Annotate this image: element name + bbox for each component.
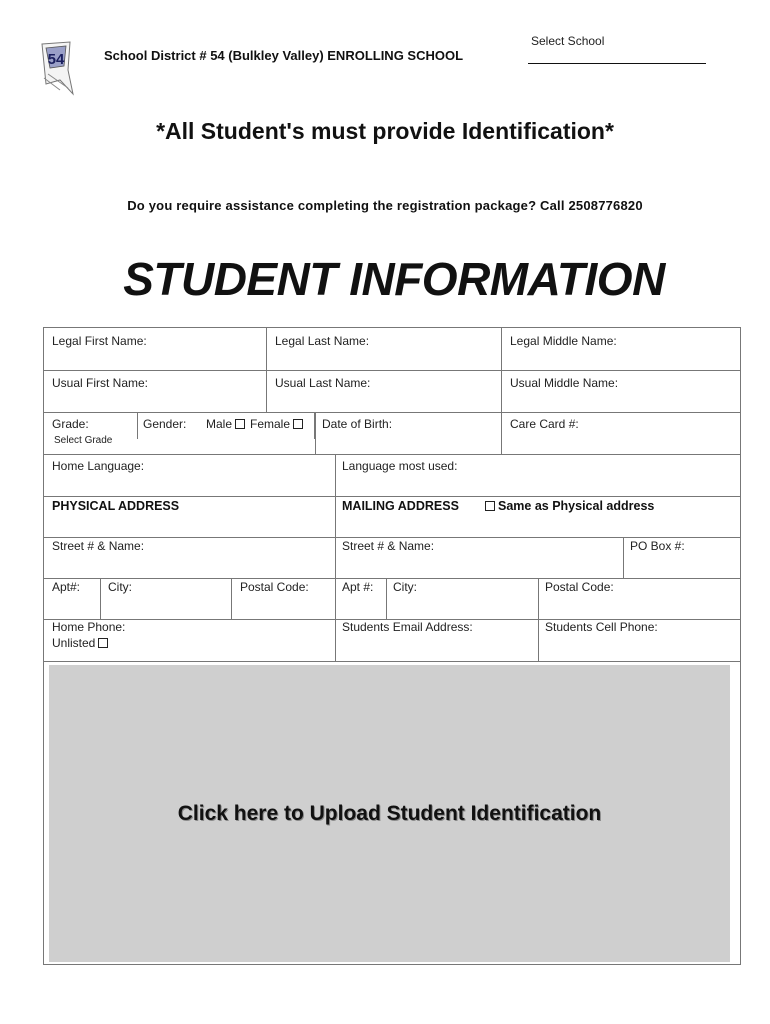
care-card-field[interactable] bbox=[502, 413, 740, 455]
mailing-postal-code-field[interactable] bbox=[539, 579, 740, 620]
page-title: STUDENT INFORMATION bbox=[123, 253, 665, 305]
male-label: Male bbox=[206, 417, 233, 431]
unlisted-option[interactable] bbox=[52, 636, 111, 650]
student-email-label: Students Email Address: bbox=[342, 620, 473, 634]
grade-field[interactable] bbox=[44, 413, 137, 455]
grade-label: Grade: bbox=[52, 417, 89, 431]
care-card-label: Care Card #: bbox=[510, 417, 579, 431]
usual-middle-name-field[interactable] bbox=[502, 371, 740, 413]
mailing-address-heading: MAILING ADDRESS bbox=[342, 499, 459, 513]
unlisted-checkbox[interactable] bbox=[98, 638, 108, 648]
gender-cell-bottom bbox=[137, 413, 315, 455]
mailing-street-name-field[interactable] bbox=[336, 538, 624, 579]
language-used-label: Language most used: bbox=[342, 459, 458, 473]
home-language-field[interactable] bbox=[44, 455, 336, 497]
select-grade-dropdown[interactable]: Select Grade bbox=[54, 435, 113, 446]
mailing-city-field[interactable] bbox=[387, 579, 539, 620]
usual-last-name-label: Usual Last Name: bbox=[275, 376, 371, 390]
date-of-birth-label: Date of Birth: bbox=[322, 417, 393, 431]
legal-middle-name-field[interactable] bbox=[502, 328, 740, 371]
street-name-label: Street # & Name: bbox=[52, 539, 145, 553]
mailing-apt-label: Apt #: bbox=[342, 580, 374, 594]
upload-identification-button[interactable] bbox=[49, 665, 730, 962]
same-as-physical-label: Same as Physical address bbox=[498, 499, 655, 513]
postal-code-label: Postal Code: bbox=[240, 580, 309, 594]
usual-first-name-label: Usual First Name: bbox=[52, 376, 149, 390]
language-used-field[interactable] bbox=[336, 455, 740, 497]
city-field[interactable] bbox=[101, 579, 232, 620]
city-label: City: bbox=[108, 580, 132, 594]
unlisted-label: Unlisted bbox=[52, 636, 96, 650]
legal-first-name-field[interactable] bbox=[44, 328, 267, 371]
legal-last-name-field[interactable] bbox=[267, 328, 502, 371]
po-box-label: PO Box #: bbox=[630, 539, 685, 553]
legal-last-name-label: Legal Last Name: bbox=[275, 334, 370, 348]
legal-middle-name-label: Legal Middle Name: bbox=[510, 334, 617, 348]
student-cell-phone-field[interactable] bbox=[539, 620, 740, 662]
mailing-address-section bbox=[336, 497, 740, 538]
physical-address-section bbox=[44, 497, 336, 538]
upload-identification-label: Click here to Upload Student Identification bbox=[177, 802, 602, 825]
student-information-form bbox=[43, 327, 741, 965]
usual-last-name-field[interactable] bbox=[267, 371, 502, 413]
usual-middle-name-label: Usual Middle Name: bbox=[510, 376, 619, 390]
mailing-street-name-label: Street # & Name: bbox=[342, 539, 435, 553]
home-language-label: Home Language: bbox=[52, 459, 145, 473]
street-name-field[interactable] bbox=[44, 538, 336, 579]
mailing-postal-code-label: Postal Code: bbox=[545, 580, 614, 594]
mailing-apt-field[interactable] bbox=[336, 579, 387, 620]
apt-field[interactable] bbox=[44, 579, 101, 620]
usual-first-name-field[interactable] bbox=[44, 371, 267, 413]
student-cell-phone-label: Students Cell Phone: bbox=[545, 620, 658, 634]
select-school-dropdown[interactable]: Select School bbox=[531, 34, 605, 48]
legal-first-name-label: Legal First Name: bbox=[52, 334, 147, 348]
identification-notice: *All Student's must provide Identification* bbox=[156, 118, 614, 144]
mailing-city-label: City: bbox=[393, 580, 417, 594]
district-heading: School District # 54 (Bulkley Valley) ENROLLING SCHOOL bbox=[104, 48, 464, 63]
home-phone-field[interactable] bbox=[44, 620, 336, 662]
date-of-birth-field[interactable] bbox=[315, 413, 502, 455]
student-email-field[interactable] bbox=[336, 620, 539, 662]
female-label: Female bbox=[250, 417, 291, 431]
po-box-field[interactable] bbox=[624, 538, 740, 579]
postal-code-field[interactable] bbox=[232, 579, 336, 620]
logo-text: 54 bbox=[47, 51, 65, 68]
assistance-text: Do you require assistance completing the registration package? Call 2508776820 bbox=[127, 198, 643, 213]
apt-label: Apt#: bbox=[52, 580, 81, 594]
district-logo bbox=[40, 40, 74, 96]
enrolling-school-field[interactable] bbox=[528, 63, 706, 64]
physical-address-heading: PHYSICAL ADDRESS bbox=[52, 499, 180, 513]
gender-label: Gender: bbox=[143, 417, 187, 431]
home-phone-label: Home Phone: bbox=[52, 620, 126, 634]
same-as-physical-option[interactable] bbox=[485, 499, 654, 513]
same-as-physical-checkbox[interactable] bbox=[485, 501, 495, 511]
